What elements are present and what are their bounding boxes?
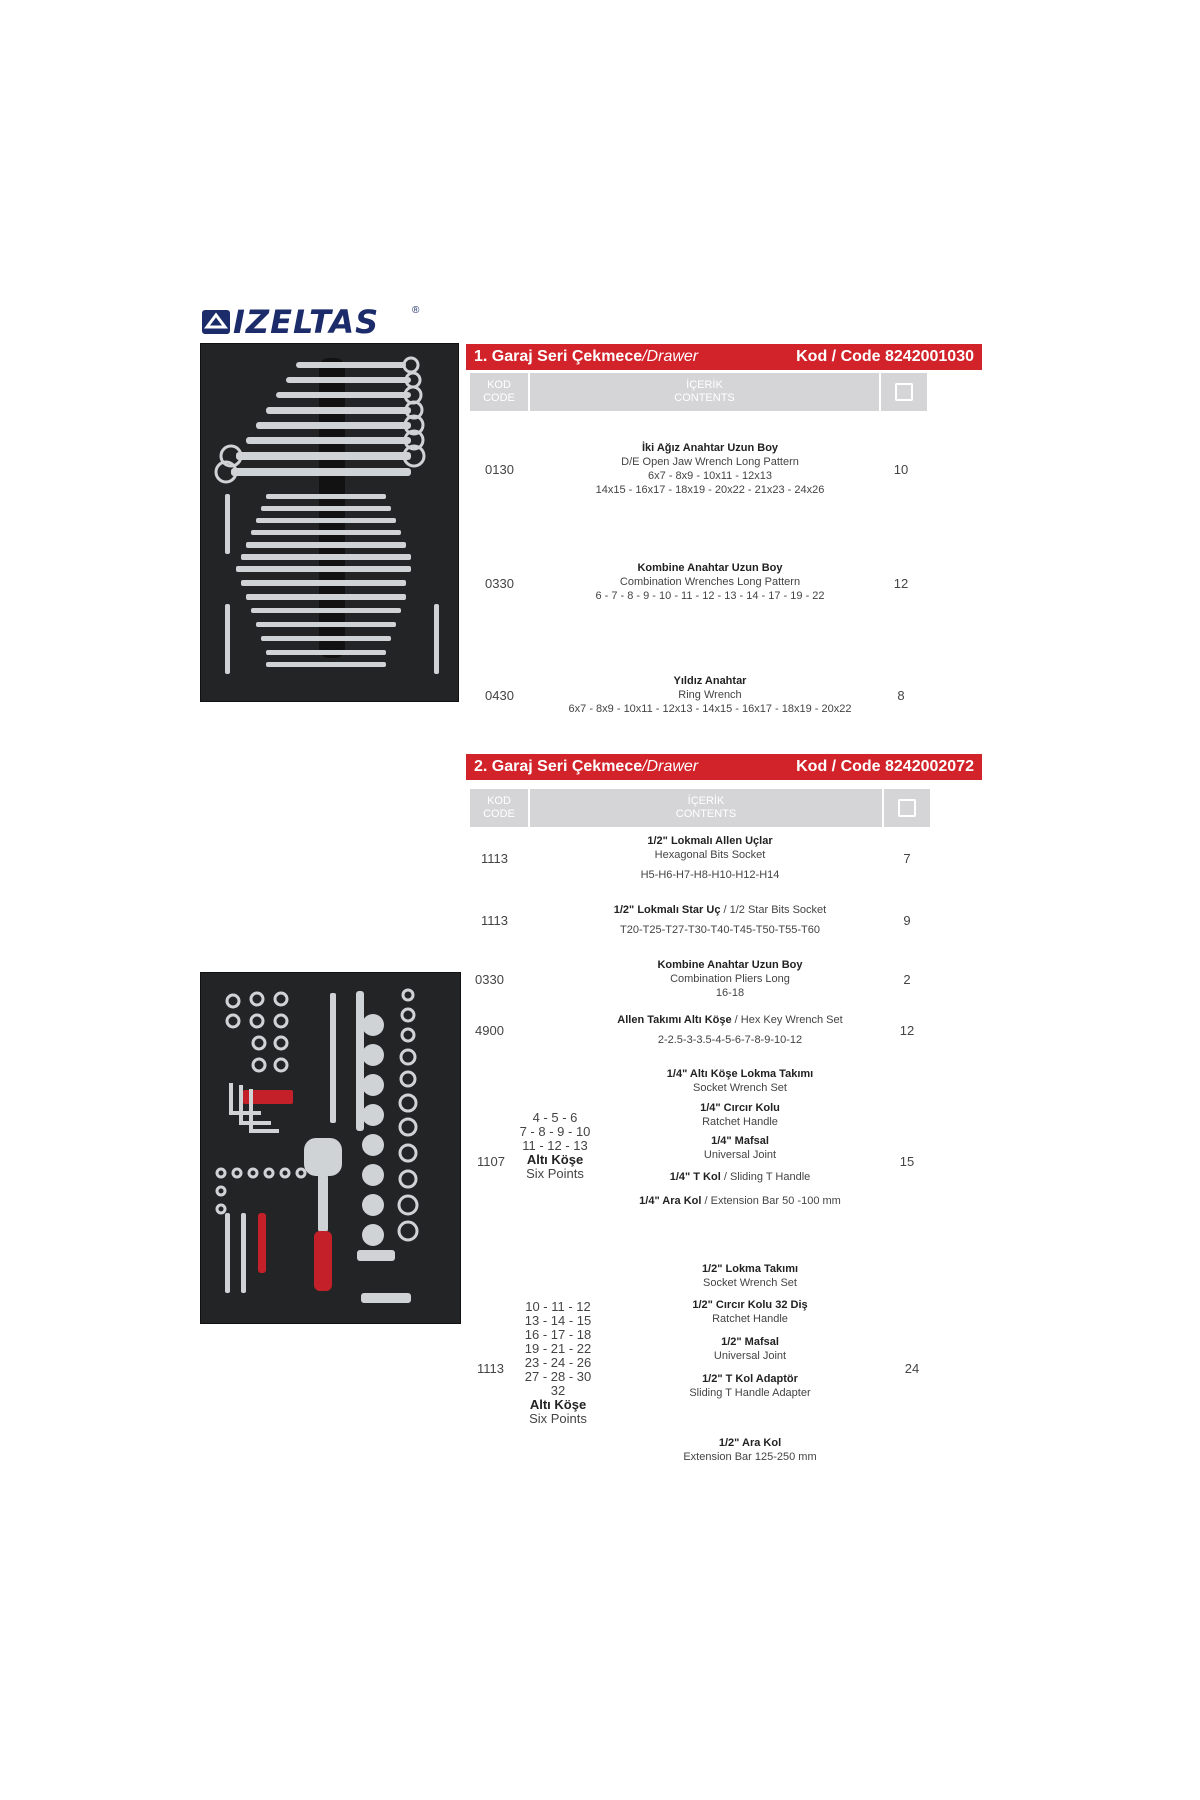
- d2-row5-contents: 1/4" Altı Köşe Lokma Takımı Socket Wrench Set 1/4" Cırcır Kolu Ratchet Handle 1/4" Mafsal Universal Joint 1/4" T Kol / Sliding T Handle 1/4" Ara Kol / Extension Bar 50 -100 mm: [639, 1068, 841, 1207]
- d1-row3-code: 0430: [485, 688, 514, 703]
- d2-row6-code: 1113: [477, 1361, 504, 1376]
- d2-row5-code: 1107: [477, 1154, 505, 1169]
- column-quantity: [884, 789, 930, 827]
- logo-mark-icon: [201, 309, 231, 335]
- d2-row6-sizes: 10 - 11 - 12 13 - 14 - 15 16 - 17 - 18 19 - 21 - 22 23 - 24 - 26 27 - 28 - 30 32 Altı Köşe Six Points: [524, 1299, 592, 1426]
- d2-row3-contents: Kombine Anahtar Uzun Boy Combination Pliers Long 16-18: [657, 959, 803, 999]
- drawer2-photo: [200, 972, 461, 1324]
- d2-row4-contents: Allen Takımı Altı Köşe / Hex Key Wrench Set 2-2.5-3-3.5-4-5-6-7-8-9-10-12: [617, 1014, 843, 1046]
- drawer2-title: 2. Garaj Seri Çekmece/Drawer: [474, 758, 699, 775]
- drawer1-title: 1. Garaj Seri Çekmece/Drawer: [474, 348, 699, 365]
- d2-row1-contents: 1/2" Lokmalı Allen Uçlar Hexagonal Bits Socket H5-H6-H7-H8-H10-H12-H14: [640, 835, 780, 881]
- drawer1-header: [466, 344, 982, 370]
- column-code: KOD CODE: [470, 373, 530, 411]
- d2-row6-contents: 1/2" Lokma Takımı Socket Wrench Set 1/2" Cırcır Kolu 32 Diş Ratchet Handle 1/2" Mafsal Universal Joint 1/2" T Kol Adaptör Sliding T Handle Adapter 1/2" Ara Kol Extension Bar 125-250 mm: [683, 1263, 817, 1463]
- wrench-tray-illustration: [201, 344, 458, 701]
- d2-row1-qty: 7: [903, 851, 911, 866]
- drawer2-column-headers: [470, 789, 930, 827]
- d1-row3-qty: 8: [897, 688, 905, 703]
- d1-row1-qty: 10: [893, 462, 909, 477]
- d2-row2-contents: 1/2" Lokmalı Star Uç / 1/2 Star Bits Socket T20-T25-T27-T30-T40-T45-T50-T55-T60: [613, 904, 827, 936]
- column-contents: İÇERİK CONTENTS: [530, 373, 881, 411]
- checkbox-icon: [898, 799, 916, 817]
- column-contents: İÇERİK CONTENTS: [530, 789, 884, 827]
- d2-row1-code: 1113: [481, 851, 508, 866]
- d2-row2-qty: 9: [903, 913, 911, 928]
- column-quantity: [881, 373, 927, 411]
- d1-row1-contents: İki Ağız Anahtar Uzun Boy D/E Open Jaw Wrench Long Pattern 6x7 - 8x9 - 10x11 - 12x13 14x15 - 16x17 - 18x19 - 20x22 - 21x23 - 24x26: [595, 442, 825, 496]
- d1-row3-contents: Yıldız Anahtar Ring Wrench 6x7 - 8x9 - 10x11 - 12x13 - 14x15 - 16x17 - 18x19 - 20x22: [568, 675, 852, 715]
- socket-tray-illustration: [201, 973, 460, 1323]
- registered-mark: ®: [412, 305, 420, 316]
- brand-name: IZELTAS: [233, 303, 380, 341]
- drawer2-code: Kod / Code 8242002072: [796, 758, 974, 775]
- drawer2-header: [466, 754, 982, 780]
- d2-row3-code: 0330: [475, 972, 504, 987]
- column-code: KOD CODE: [470, 789, 530, 827]
- d1-row2-code: 0330: [485, 576, 514, 591]
- d2-row4-qty: 12: [899, 1023, 915, 1038]
- brand-logo: [201, 303, 421, 339]
- d2-row5-qty: 15: [899, 1154, 915, 1169]
- checkbox-icon: [895, 383, 913, 401]
- d1-row2-contents: Kombine Anahtar Uzun Boy Combination Wrenches Long Pattern 6 - 7 - 8 - 9 - 10 - 11 - 12 - 13 - 14 - 17 - 19 - 22: [595, 562, 825, 602]
- drawer1-column-headers: [470, 373, 927, 411]
- d2-row6-qty: 24: [904, 1361, 920, 1376]
- d2-row3-qty: 2: [903, 972, 911, 987]
- d1-row1-code: 0130: [485, 462, 514, 477]
- drawer1-photo: [200, 343, 459, 702]
- d2-row5-sizes: 4 - 5 - 6 7 - 8 - 9 - 10 11 - 12 - 13 Altı Köşe Six Points: [519, 1110, 591, 1181]
- d2-row4-code: 4900: [475, 1023, 504, 1038]
- drawer1-code: Kod / Code 8242001030: [796, 348, 974, 365]
- d1-row2-qty: 12: [893, 576, 909, 591]
- d2-row2-code: 1113: [481, 913, 508, 928]
